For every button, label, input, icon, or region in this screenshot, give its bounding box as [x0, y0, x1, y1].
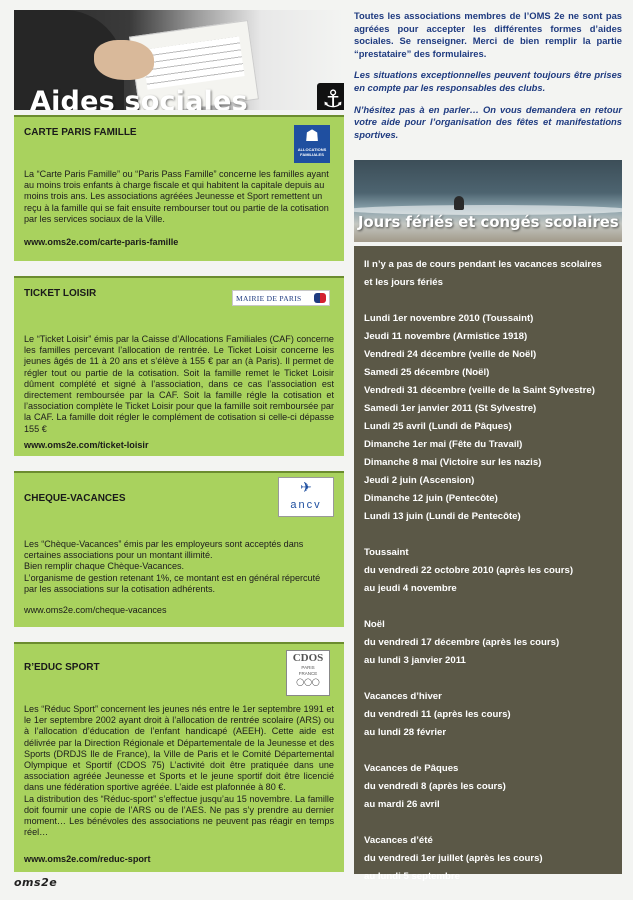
holiday-day: Samedi 25 décembre (Noël) — [364, 367, 490, 378]
holiday-day: Dimanche 8 mai (Victoire sur les nazis) — [364, 457, 542, 468]
footer-logo-text: oms2e — [14, 876, 58, 889]
period-from: du vendredi 1er juillet (après les cours) — [364, 853, 543, 864]
box-url[interactable]: www.oms2e.com/cheque-vacances — [24, 605, 167, 615]
cdos-logo-text: CDOS — [292, 652, 324, 664]
holiday-day: Lundi 25 avril (Lundi de Pâques) — [364, 421, 512, 432]
holiday-day: Vendredi 24 décembre (veille de Noël) — [364, 349, 537, 360]
holiday-day: Dimanche 1er mai (Fête du Travail) — [364, 439, 523, 450]
beach-person — [454, 196, 464, 210]
period-name: Vacances d’hiver — [364, 691, 442, 702]
box-title: CARTE PARIS FAMILLE — [24, 127, 137, 138]
box-url[interactable]: www.oms2e.com/carte-paris-famille — [24, 237, 179, 247]
holidays-panel — [354, 246, 622, 882]
holiday-day: Jeudi 2 juin (Ascension) — [364, 475, 475, 486]
oms2e-logo — [14, 876, 57, 889]
box-body: La “Carte Paris Famille” ou “Paris Pass Famille” concerne les familles ayant au moins trois enfants à charge fiscale et qui habitent la capitale depuis au moins trois ans. Les associations agréées Jeunesse et Sport remettent un reçu à la famille qui se fait ensuite rembourser tout ou partie de la cotisation par les services sociaux de la Ville. — [24, 169, 329, 224]
box-body: Les “Réduc Sport” concernent les jeunes nés entre le 1er septembre 1991 et le 1er septembre 2002 ayant droit à l’allocation de rentrée scolaire (ARS) ou à l’allocation d’éducation de l’enfant handicapé (AEEH). Cette aide est délivrée par la Direction Régionale et Départementale de la Jeunesse et des Sports (DRDJS Ile de France), la Ville de Paris et le Comité Départemental Olympique et Sportif (CDOS 75) L’activité doit être pratiquée dans une association agréée Jeunesse et Sports et le jeune sportif doit être licencié dans une fédération sportive agréée. L’aide est plafonnée à 80 €. La distribution des “Réduc-sport” s’effectue jusqu’au 15 novembre. La famille doit fournir une copie de l’ARS ou de l’AES. Ne pas s’y prendre au dernier moment… Les bénévoles des associations ne peuvent pas réagir en temps réel… — [24, 704, 334, 838]
period-to: au mardi 26 avril — [364, 799, 440, 810]
holiday-day: Dimanche 12 juin (Pentecôte) — [364, 493, 498, 504]
ancv-bird-icon: ✈ — [300, 480, 312, 496]
intro-paragraph: Les situations exceptionnelles peuvent toujours être prises en compte par les responsables des clubs. — [354, 69, 622, 93]
intro-text — [354, 10, 622, 141]
period-to: au jeudi 4 novembre — [364, 583, 457, 594]
period-from: du vendredi 17 décembre (après les cours) — [364, 637, 560, 648]
period-from: du vendredi 11 (après les cours) — [364, 709, 511, 720]
cdos-logo — [286, 650, 330, 696]
ancv-logo-text: ancv — [290, 499, 322, 511]
olympic-rings-icon: ◯◯◯ — [296, 678, 320, 686]
box-body: Les “Chèque-Vacances” émis par les employeurs sont acceptés dans certaines associations pour un montant illimité. Bien remplir chaque Chèque-Vacances. L’organisme de gestion retenant 1%, ce montant est en général répercuté par les associations sur la cotisation adhérents. — [24, 539, 321, 594]
box-title: CHEQUE-VACANCES — [24, 493, 126, 504]
period-name: Noël — [364, 619, 385, 630]
ancv-logo — [278, 477, 334, 517]
box-cheque-vacances — [14, 471, 344, 627]
box-url[interactable]: www.oms2e.com/ticket-loisir — [24, 440, 149, 450]
intro-paragraph: Toutes les associations membres de l’OMS 2e ne sont pas agréées pour accepter les différentes formes d’aides sociales. Se renseigner. Merci de bien remplir la partie “prestataire” des formulaires. — [354, 10, 622, 59]
cdos-logo-sub2: FRANCE — [298, 671, 318, 676]
cdos-logo-sub: PARIS — [301, 665, 315, 670]
box-url[interactable]: www.oms2e.com/reduc-sport — [24, 854, 151, 864]
period-from: du vendredi 22 octobre 2010 (après les cours) — [364, 565, 574, 576]
caf-logo-text: ALLOCATIONS FAMILIALES — [297, 147, 327, 157]
caf-family-icon: ☗ — [304, 126, 320, 145]
period-name: Vacances de Pâques — [364, 763, 459, 774]
beach-photo — [354, 160, 622, 242]
box-title: R’EDUC SPORT — [24, 662, 100, 673]
box-body: Le “Ticket Loisir” émis par la Caisse d’Allocations Familiales (CAF) concerne les familles percevant l’allocation de rentrée. Le Ticket Loisir concerne les jeunes âgés de 11 à 20 ans et s’élève à 155 € par an (à Paris). Il permet de régler tout ou partie de la cotisation. Soit la famille remet le Ticket Loisir dûment complété et signé à l’association, dans ce cas l’association est directement remboursée par la CAF. Soit la famille régle la cotisation et l’association complète le Ticket Loisir pour que la famille soit remboursée par la CAF. La famille doit régler le complément de cotisation si celle-ci dépasse 155 € — [24, 334, 334, 434]
period-from: du vendredi 8 (après les cours) — [364, 781, 506, 792]
holiday-day: Samedi 1er janvier 2011 (St Sylvestre) — [364, 403, 537, 414]
intro-paragraph: N’hésitez pas à en parler… On vous demandera en retour votre aide pour l’organisation des fêtes et manifestations sportives. — [354, 103, 622, 140]
mairie-paris-logo-text: MAIRIE DE PARIS — [236, 293, 302, 303]
paris-mark-icon — [314, 293, 326, 303]
period-to: au lundi 28 février — [364, 727, 447, 738]
page-title: Aides sociales — [30, 86, 248, 110]
holiday-day: Lundi 1er novembre 2010 (Toussaint) — [364, 313, 534, 324]
period-to: au lundi 3 janvier 2011 — [364, 655, 466, 666]
holiday-day: Vendredi 31 décembre (veille de la Saint Sylvestre) — [364, 385, 595, 396]
hero-photo — [14, 10, 344, 110]
holidays-title: Jours fériés et congés scolaires — [358, 214, 619, 231]
box-ticket-loisir — [14, 276, 344, 456]
box-carte-paris-famille — [14, 115, 344, 261]
anchor-icon: ⚓ — [317, 83, 344, 110]
box-title: TICKET LOISIR — [24, 288, 97, 299]
caf-logo — [294, 125, 330, 163]
holiday-day: Jeudi 11 novembre (Armistice 1918) — [364, 331, 528, 342]
holidays-intro: Il n’y a pas de cours pendant les vacances scolaires et les jours fériés — [364, 259, 602, 288]
period-name: Vacances d’été — [364, 835, 433, 846]
period-to: au lundi 5 septembre — [364, 871, 460, 882]
mairie-paris-logo — [232, 290, 330, 306]
hero-hand — [94, 40, 154, 80]
box-reduc-sport — [14, 642, 344, 872]
holiday-day: Lundi 13 juin (Lundi de Pentecôte) — [364, 511, 521, 522]
period-name: Toussaint — [364, 547, 409, 558]
